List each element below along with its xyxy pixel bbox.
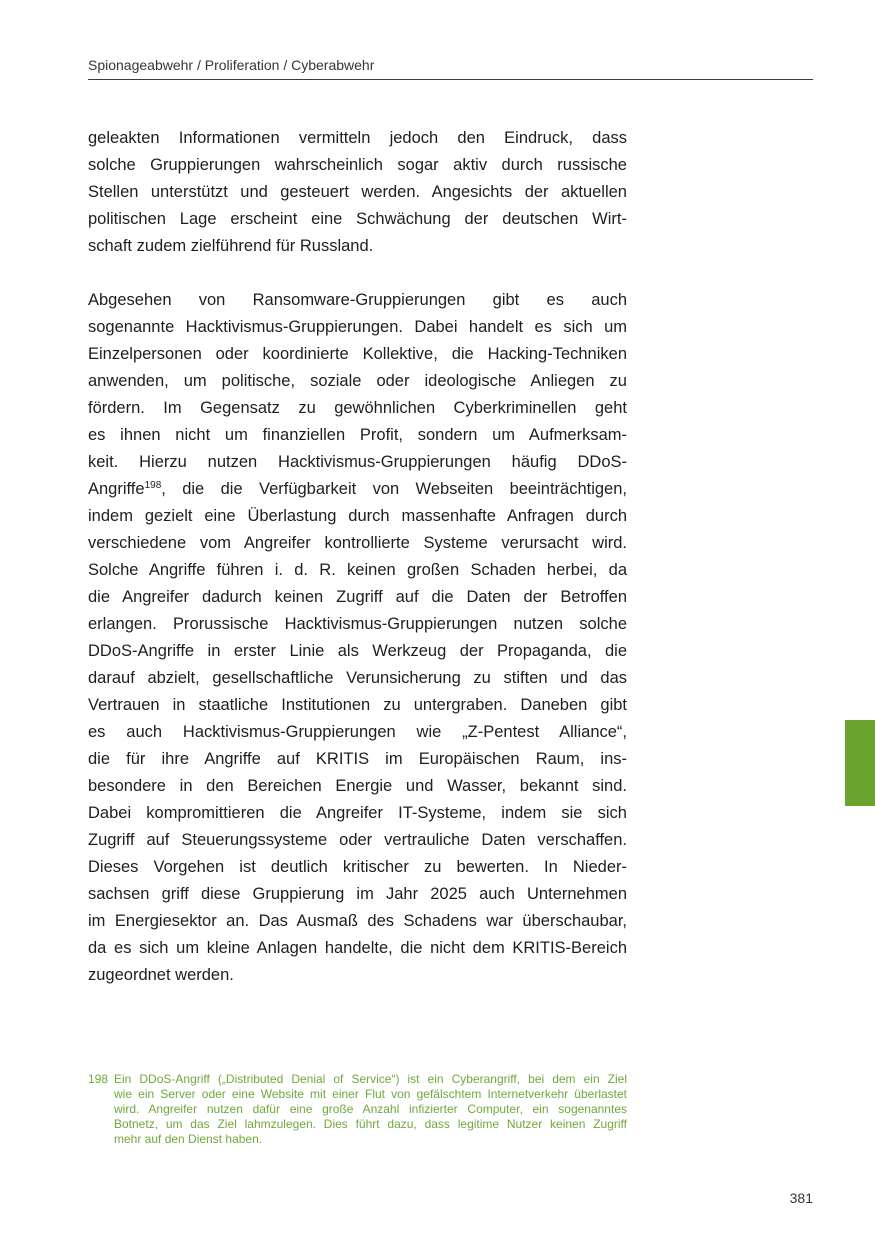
footnote-reference[interactable]: 198 [144,480,162,491]
body-line: geleakten Informationen vermitteln jedoch den Eindruck, dass [88,129,627,147]
body-line: Stellen unterstützt und gesteuert werden. Angesichts der aktuellen [88,183,627,201]
body-line: Solche Angriffe führen i. d. R. keinen großen Schaden herbei, da [88,561,627,579]
body-line: Einzelpersonen oder koordinierte Kollektive, die Hacking-Techniken [88,345,627,363]
body-text [88,125,627,1016]
body-line: fördern. Im Gegensatz zu gewöhnlichen Cyberkriminellen geht [88,399,627,417]
paragraph [88,125,627,260]
line-text-after-ref: , die die Verfügbarkeit von Webseiten beeinträchtigen, [161,480,627,498]
header-rule [88,79,813,80]
body-line: anwenden, um politische, soziale oder ideologische Anliegen zu [88,372,627,390]
body-line: DDoS-Angriffe in erster Linie als Werkzeug der Propaganda, die [88,642,627,660]
body-line-with-footnote-ref [88,476,627,503]
footnote [88,1072,627,1147]
body-line: Abgesehen von Ransomware-Gruppierungen gibt es auch [88,291,627,309]
body-line: indem gezielt eine Überlastung durch massenhafte Anfragen durch [88,507,627,525]
body-line: sachsen griff diese Gruppierung im Jahr 2025 auch Unternehmen [88,885,627,903]
body-line: Dabei kompromittieren die Angreifer IT-Systeme, indem sie sich [88,804,627,822]
chapter-tab-marker [845,720,875,806]
footnote-line: wird. Angreifer nutzen dafür eine große Anzahl infizierter Computer, ein sogenanntes [114,1102,627,1116]
body-line: Vertrauen in staatliche Institutionen zu untergraben. Daneben gibt [88,696,627,714]
running-header-title: Spionageabwehr / Proliferation / Cyberabwehr [88,57,375,73]
body-line: es auch Hacktivismus-Gruppierungen wie „Z-Pentest Alliance“, [88,723,627,741]
body-line: verschiedene vom Angreifer kontrollierte Systeme verursacht wird. [88,534,627,552]
footnote-line: wie ein Server oder eine Website mit einer Flut von gefälschtem Internetverkehr überlastet [114,1087,627,1101]
footnote-text [114,1072,627,1147]
footnote-line: mehr auf den Dienst haben. [114,1132,263,1146]
body-line: die für ihre Angriffe auf KRITIS im Europäischen Raum, ins- [88,750,627,768]
body-line: schaft zudem zielführend für Russland. [88,237,374,255]
footnote-number: 198 [88,1072,109,1086]
body-line: sogenannte Hacktivismus-Gruppierungen. Dabei handelt es sich um [88,318,627,336]
body-line: es ihnen nicht um finanziellen Profit, sondern um Aufmerksam- [88,426,627,444]
body-line: da es sich um kleine Anlagen handelte, die nicht dem KRITIS-Bereich [88,939,627,957]
body-line: Dieses Vorgehen ist deutlich kritischer zu bewerten. In Nieder- [88,858,627,876]
body-line: zugeordnet werden. [88,966,234,984]
body-line: politischen Lage erscheint eine Schwächung der deutschen Wirt- [88,210,627,228]
body-line: besondere in den Bereichen Energie und Wasser, bekannt sind. [88,777,627,795]
paragraph [88,287,627,989]
line-text-before-ref: Angriffe [88,480,145,498]
page-number: 381 [789,1190,813,1206]
body-line: erlangen. Prorussische Hacktivismus-Gruppierungen nutzen solche [88,615,627,633]
body-line: Zugriff auf Steuerungssysteme oder vertrauliche Daten verschaffen. [88,831,627,849]
body-line: solche Gruppierungen wahrscheinlich sogar aktiv durch russische [88,156,627,174]
footnote-line: Botnetz, um das Ziel lahmzulegen. Dies führt dazu, dass legitime Nutzer keinen Zugriff [114,1117,627,1131]
body-line: keit. Hierzu nutzen Hacktivismus-Gruppierungen häufig DDoS- [88,453,627,471]
body-line: die Angreifer dadurch keinen Zugriff auf die Daten der Betroffen [88,588,627,606]
body-line: darauf abzielt, gesellschaftliche Verunsicherung zu stiften und das [88,669,627,687]
footnote-line: Ein DDoS-Angriff („Distributed Denial of Service“) ist ein Cyberangriff, bei dem ein Ziel [114,1072,627,1086]
body-line: im Energiesektor an. Das Ausmaß des Schadens war überschaubar, [88,912,627,930]
